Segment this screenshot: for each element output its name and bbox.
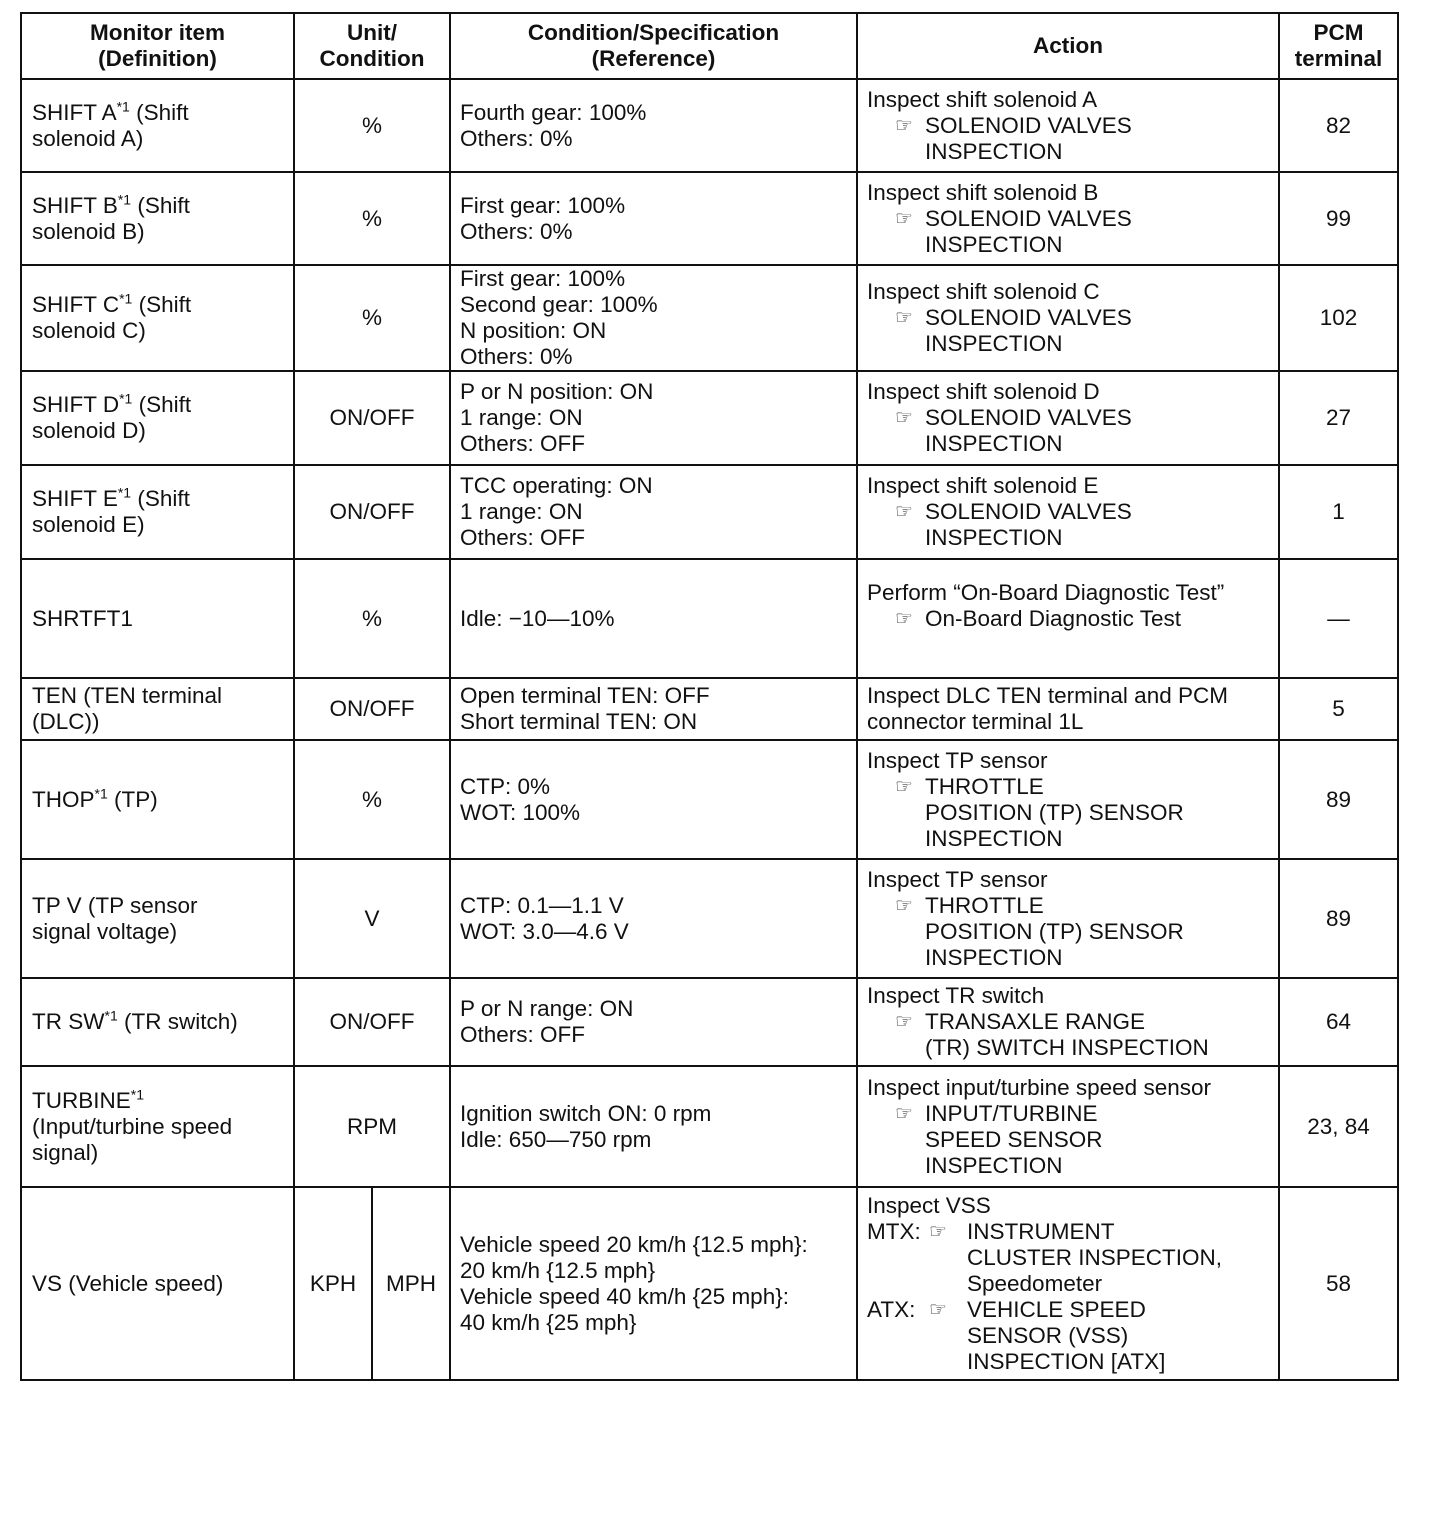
reference-link[interactable]: ☞ SOLENOID VALVES INSPECTION (895, 205, 1132, 257)
table-row (21, 559, 1398, 678)
pointing-hand-icon: ☞ (895, 607, 913, 630)
pointing-hand-icon: ☞ (895, 207, 913, 230)
table-row (21, 371, 1398, 465)
table-row (21, 1066, 1398, 1187)
header-unit: Unit/ Condition (294, 13, 450, 79)
pointing-hand-icon: ☞ (895, 894, 913, 917)
unit-cell: ON/OFF (294, 371, 450, 465)
header-monitor-item: Monitor item (Definition) (21, 13, 294, 79)
table-header-row (21, 13, 1398, 79)
table-row (21, 740, 1398, 859)
pcm-terminal-cell: 27 (1279, 371, 1398, 465)
pointing-hand-icon: ☞ (895, 1102, 913, 1125)
pcm-terminal-cell: 102 (1279, 265, 1398, 371)
condition-cell: Vehicle speed 20 km/h {12.5 mph}: 20 km/h {12.5 mph} Vehicle speed 40 km/h {25 mph}: 40 km/h {25 mph} (450, 1187, 857, 1380)
condition-cell: P or N range: ON Others: OFF (450, 978, 857, 1066)
condition-cell: Fourth gear: 100% Others: 0% (450, 79, 857, 172)
condition-cell: Ignition switch ON: 0 rpm Idle: 650—750 rpm (450, 1066, 857, 1187)
condition-cell: Open terminal TEN: OFF Short terminal TEN: ON (450, 678, 857, 740)
unit-cell: ON/OFF (294, 978, 450, 1066)
monitor-item-cell: THOP$^{*1}$ (TP) (21, 740, 294, 859)
monitor-item-cell: SHRTFT1 (21, 559, 294, 678)
action-cell: Inspect shift solenoid E ☞ SOLENOID VALVES INSPECTION (857, 465, 1279, 559)
action-cell: Inspect TP sensor ☞ THROTTLE POSITION (TP) SENSOR INSPECTION (857, 740, 1279, 859)
condition-cell: First gear: 100% Second gear: 100% N position: ON Others: 0% (450, 265, 857, 371)
pcm-terminal-cell: 23, 84 (1279, 1066, 1398, 1187)
pointing-hand-icon: ☞ (895, 775, 913, 798)
action-cell: Perform “On-Board Diagnostic Test” ☞ On-Board Diagnostic Test (857, 559, 1279, 678)
reference-link[interactable]: ☞ SOLENOID VALVES INSPECTION (895, 499, 1132, 550)
pointing-hand-icon: ☞ (929, 1298, 947, 1321)
monitor-item-cell: SHIFT $E^{*1}$ (Shift solenoid E) (21, 465, 294, 559)
condition-cell: TCC operating: ON 1 range: ON Others: OFF (450, 465, 857, 559)
reference-link[interactable]: ☞ TRANSAXLE RANGE (TR) SWITCH INSPECTION (895, 1009, 1209, 1060)
pointing-hand-icon: ☞ (895, 501, 913, 523)
pcm-terminal-cell: 1 (1279, 465, 1398, 559)
pointing-hand-icon: ☞ (895, 114, 913, 137)
header-condition: Condition/Specification (Reference) (450, 13, 857, 79)
reference-link[interactable]: ☞ SOLENOID VALVES INSPECTION (895, 112, 1132, 164)
atx-reference[interactable]: ATX: ☞ VEHICLE SPEED SENSOR (VSS) INSPECTION [ATX] (867, 1296, 1166, 1374)
table-row (21, 465, 1398, 559)
monitor-item-cell: TEN (TEN terminal (DLC)) (21, 678, 294, 740)
condition-cell: CTP: 0% WOT: 100% (450, 740, 857, 859)
unit-mph-cell: MPH (372, 1187, 450, 1380)
pcm-terminal-cell: 64 (1279, 978, 1398, 1066)
pointing-hand-icon: ☞ (895, 307, 913, 329)
monitor-item-cell: SHIFT $B^{*1}$ (Shift solenoid B) (21, 172, 294, 265)
table-row (21, 265, 1398, 371)
reference-link[interactable]: ☞ INPUT/TURBINE SPEED SENSOR INSPECTION (895, 1100, 1103, 1178)
action-cell: Inspect shift solenoid A ☞ SOLENOID VALVES INSPECTION (857, 79, 1279, 172)
action-cell: Inspect shift solenoid D ☞ SOLENOID VALVES INSPECTION (857, 371, 1279, 465)
unit-kph-cell: KPH (294, 1187, 372, 1380)
pcm-terminal-cell: 99 (1279, 172, 1398, 265)
pcm-terminal-cell: 82 (1279, 79, 1398, 172)
action-cell: Inspect TR switch ☞ TRANSAXLE RANGE (TR) SWITCH INSPECTION (857, 978, 1279, 1066)
unit-cell: ON/OFF (294, 465, 450, 559)
action-cell: Inspect shift solenoid B ☞ SOLENOID VALVES INSPECTION (857, 172, 1279, 265)
table-row (21, 172, 1398, 265)
table-row (21, 859, 1398, 978)
action-cell: Inspect TP sensor ☞ THROTTLE POSITION (TP) SENSOR INSPECTION (857, 859, 1279, 978)
header-action: Action (857, 13, 1279, 79)
monitor-item-cell: TP V (TP sensor signal voltage) (21, 859, 294, 978)
unit-cell: % (294, 79, 450, 172)
action-cell: Inspect DLC TEN terminal and PCM connector terminal 1L (857, 678, 1279, 740)
pcm-terminal-cell: 89 (1279, 740, 1398, 859)
header-pcm-terminal: PCM terminal (1279, 13, 1398, 79)
condition-cell: CTP: 0.1—1.1 V WOT: 3.0—4.6 V (450, 859, 857, 978)
unit-cell: % (294, 740, 450, 859)
table-row (21, 678, 1398, 740)
reference-link[interactable]: ☞ THROTTLE POSITION (TP) SENSOR INSPECTION (895, 892, 1184, 970)
action-cell: Inspect shift solenoid C ☞ SOLENOID VALVES INSPECTION (857, 265, 1279, 371)
pointing-hand-icon: ☞ (895, 1011, 913, 1033)
pcm-terminal-cell: — (1279, 559, 1398, 678)
table-row-vs (21, 1187, 1398, 1380)
pcm-terminal-cell: 58 (1279, 1187, 1398, 1380)
monitor-item-cell: TR SW$^{*1}$ (TR switch) (21, 978, 294, 1066)
reference-link[interactable]: ☞ On-Board Diagnostic Test (895, 605, 1181, 631)
unit-cell: % (294, 172, 450, 265)
reference-link[interactable]: ☞ SOLENOID VALVES INSPECTION (895, 305, 1132, 356)
monitor-item-cell: TURBINE$^{*1}$ (Input/turbine speed signal) (21, 1066, 294, 1187)
unit-cell: RPM (294, 1066, 450, 1187)
condition-cell: First gear: 100% Others: 0% (450, 172, 857, 265)
monitor-item-table (20, 12, 1399, 1381)
monitor-item-cell: SHIFT $D^{*1}$ (Shift solenoid D) (21, 371, 294, 465)
pcm-terminal-cell: 89 (1279, 859, 1398, 978)
unit-cell: % (294, 559, 450, 678)
table-row (21, 978, 1398, 1066)
mtx-reference[interactable]: MTX: ☞ INSTRUMENT CLUSTER INSPECTION, Speedometer (867, 1218, 1223, 1296)
monitor-item-cell: VS (Vehicle speed) (21, 1187, 294, 1380)
reference-link[interactable]: ☞ SOLENOID VALVES INSPECTION (895, 405, 1132, 456)
action-cell: Inspect VSS MTX: ☞ INSTRUMENT CLUSTER INSPECTION, Speedometer ATX: ☞ VEHICLE SPEED SENSOR (VSS) INSPECTION [ATX] (857, 1187, 1279, 1380)
action-cell: Inspect input/turbine speed sensor ☞ INPUT/TURBINE SPEED SENSOR INSPECTION (857, 1066, 1279, 1187)
monitor-item-cell: SHIFT $C^{*1}$ (Shift solenoid C) (21, 265, 294, 371)
unit-cell: V (294, 859, 450, 978)
table-row (21, 79, 1398, 172)
unit-cell: ON/OFF (294, 678, 450, 740)
pointing-hand-icon: ☞ (929, 1220, 947, 1243)
condition-cell: Idle: −10—10% (450, 559, 857, 678)
monitor-item-cell: SHIFT $A^{*1}$ (Shift solenoid A) (21, 79, 294, 172)
pcm-terminal-cell: 5 (1279, 678, 1398, 740)
pointing-hand-icon: ☞ (895, 407, 913, 429)
condition-cell: P or N position: ON 1 range: ON Others: OFF (450, 371, 857, 465)
reference-link[interactable]: ☞ THROTTLE POSITION (TP) SENSOR INSPECTION (895, 773, 1184, 851)
unit-cell: % (294, 265, 450, 371)
